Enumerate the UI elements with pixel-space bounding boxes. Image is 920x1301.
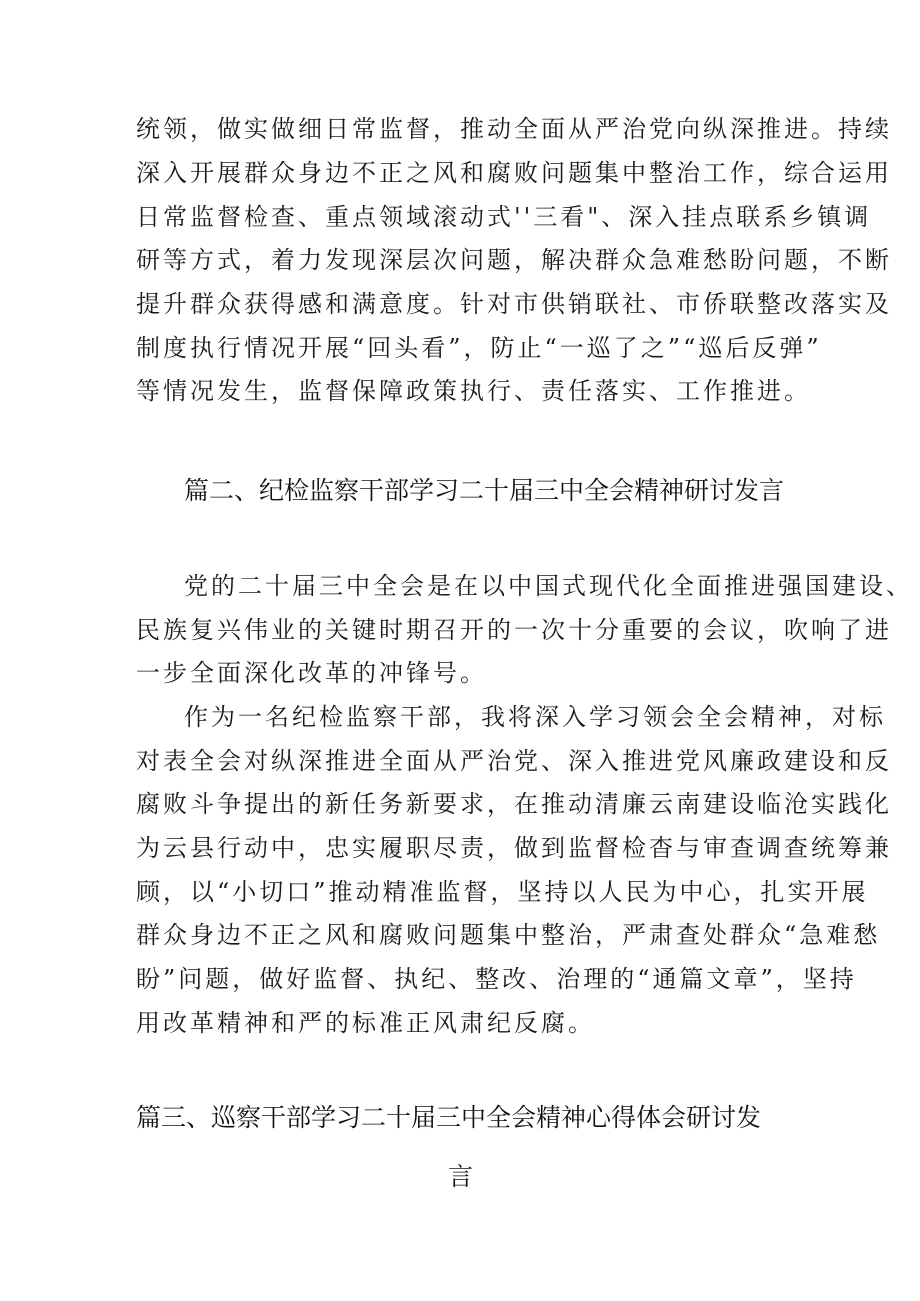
text-line: 日常监督检查、重点领域滚动式''三看"、深入挂点联系乡镇调 [136,203,872,231]
text-line: 为云县行动中，忠实履职尽责，做到监督检杳与审查调查统筹兼 [136,834,892,862]
text-line: 党的二十届三中全会是在以中国式现代化全面推进强国建设、 [184,572,913,600]
text-line: 用改革精神和严的标准正风肃纪反腐。 [136,1009,595,1037]
section-three-title-continuation: 言 [448,1162,474,1191]
text-line: 作为一名纪检监察干部，我将深入学习领会全会精神，对标 [184,703,886,731]
text-line: 盼”问题，做好监督、执纪、整改、治理的“通篇文章”，坚持 [136,965,857,993]
text-line: 腐败斗争提出的新任务新要求，在推动清廉云南建设临沧实践化 [136,790,892,818]
text-line: 提升群众获得感和满意度。针对市供销联社、市侨联整改落实及 [136,290,892,318]
text-line: 统领，做实做细日常监督，推动全面从严治党向纵深推进。持续 [136,115,892,143]
text-line: 顾，以“小切口”推动精准监督，坚持以人民为中心，扎实开展 [136,878,869,906]
text-line: 等情况发生，监督保障政策执行、责任落实、工作推进。 [136,377,811,405]
section-three-title: 篇三、巡察干部学习二十届三中全会精神心得体会研讨发 [136,1103,762,1132]
text-line: 对表全会对纵深推进全面从严治党、深入推进党风廉政建设和反 [136,747,892,775]
text-line: 深入开展群众身边不正之风和腐败问题集中整治工作，综合运用 [136,159,892,187]
text-line: 群众身边不正之风和腐败问题集中整治，严肃查处群众“急难愁 [136,921,881,949]
text-line: 研等方式，着力发现深层次问题，解决群众急难愁盼问题，不断 [136,246,892,274]
text-line: 制度执行情况开展“回头看”，防止“一巡了之”“巡后反弹” [136,334,822,362]
text-line: 民族复兴伟业的关键时期召开的一次十分重要的会议，吹响了进 [136,616,892,644]
section-two-title: 篇二、纪检监察干部学习二十届三中全会精神研讨发言 [184,476,785,505]
text-line: 一步全面深化改革的冲锋号。 [136,659,487,687]
